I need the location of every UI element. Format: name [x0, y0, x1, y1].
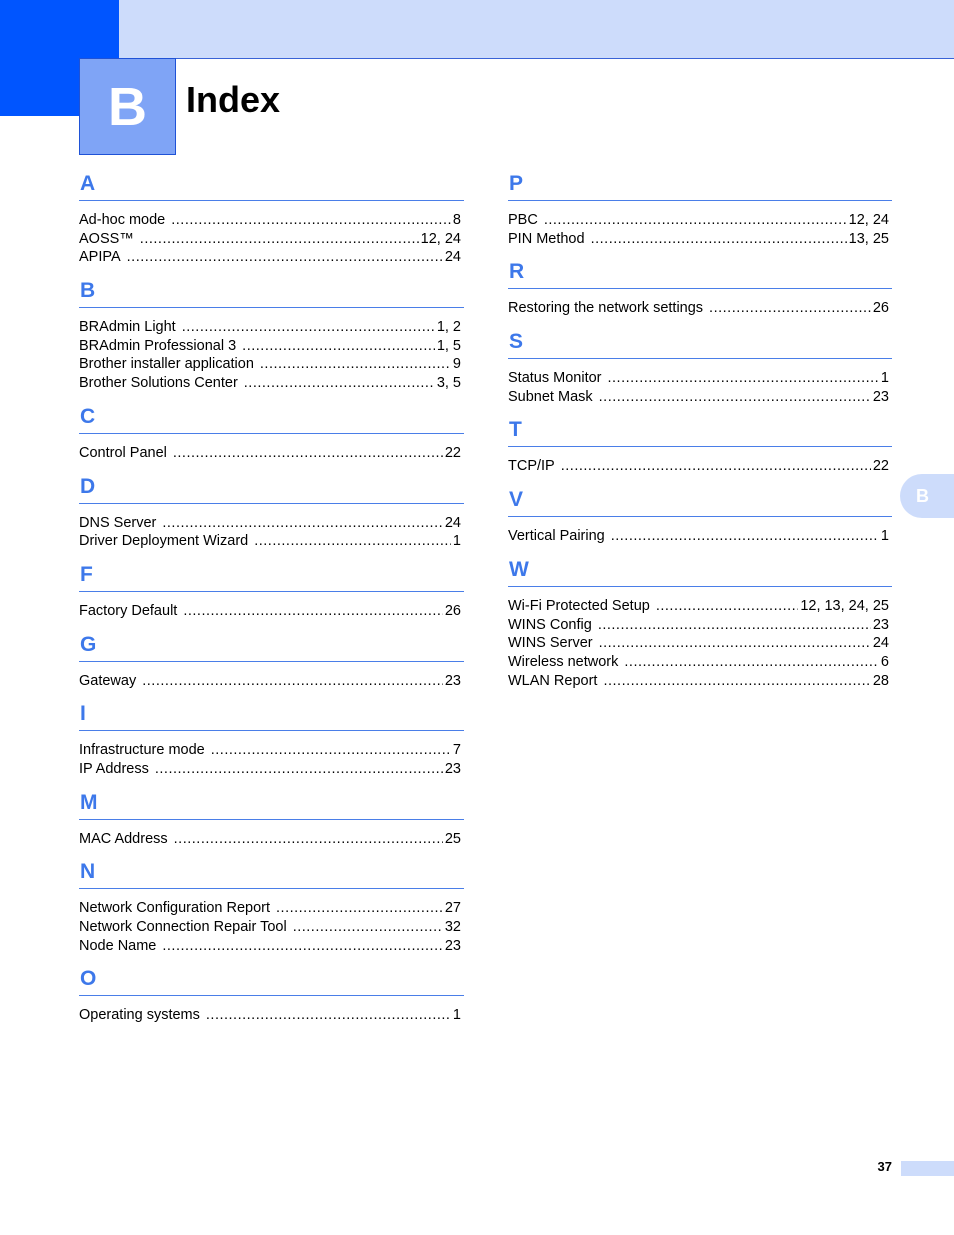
index-section-v [508, 486, 892, 556]
section-heading: A [79, 170, 464, 201]
index-page-refs[interactable]: 26 [444, 602, 461, 619]
index-page-refs[interactable]: 12, 13, 24, 25 [800, 597, 889, 614]
index-term: Network Connection Repair Tool [79, 919, 287, 935]
index-entry[interactable] [508, 597, 892, 616]
index-entry[interactable] [508, 634, 892, 653]
index-section-a [79, 170, 464, 277]
index-page-refs[interactable]: 1 [880, 528, 889, 545]
dot-leader [206, 1006, 451, 1025]
section-heading: I [79, 700, 464, 731]
index-entry[interactable] [508, 230, 892, 249]
dot-leader [182, 318, 435, 337]
index-section-i [79, 700, 464, 788]
section-gap [508, 406, 892, 416]
section-heading: V [508, 486, 892, 517]
dot-leader [293, 918, 443, 937]
dot-leader [598, 616, 871, 635]
index-section-o [79, 965, 464, 1035]
chapter-badge [79, 58, 176, 155]
dot-leader [244, 374, 435, 393]
index-term: MAC Address [79, 830, 168, 847]
index-page-refs[interactable]: 13, 25 [848, 230, 889, 247]
index-page-refs[interactable]: 1, 2 [436, 319, 461, 336]
index-section-p [508, 170, 892, 258]
index-entry[interactable] [79, 741, 464, 760]
dot-leader [174, 830, 443, 849]
section-gap [508, 318, 892, 328]
section-gap [508, 476, 892, 486]
index-entry[interactable] [79, 899, 464, 918]
index-page-refs[interactable]: 23 [872, 388, 889, 405]
dot-leader [260, 355, 451, 374]
index-entry[interactable] [508, 457, 892, 476]
index-section-g [79, 631, 464, 701]
index-page-refs[interactable]: 8 [452, 212, 461, 228]
index-term: Status Monitor [508, 370, 602, 387]
index-entry[interactable] [79, 444, 464, 463]
section-gap [79, 393, 464, 403]
section-gap [79, 1025, 464, 1035]
index-section-f [79, 561, 464, 631]
index-page-refs[interactable]: 24 [444, 249, 461, 266]
index-term: Node Name [79, 937, 157, 954]
index-page-refs[interactable]: 12, 24 [848, 212, 889, 228]
index-left-column [79, 170, 464, 1035]
section-heading: C [79, 403, 464, 434]
page-number: 37 [877, 1159, 892, 1174]
index-section-b [79, 277, 464, 403]
dot-leader [624, 653, 879, 672]
index-page-refs[interactable]: 6 [880, 653, 889, 670]
index-entry[interactable] [79, 760, 464, 779]
index-entry[interactable] [508, 299, 892, 318]
section-heading: B [79, 277, 464, 308]
section-heading: D [79, 473, 464, 504]
index-term: APIPA [79, 249, 121, 266]
index-term: Brother installer application [79, 356, 254, 373]
section-gap [508, 690, 892, 700]
section-heading: W [508, 556, 892, 587]
index-term: Restoring the network settings [508, 300, 704, 317]
section-gap [79, 267, 464, 277]
index-entry[interactable] [79, 672, 464, 691]
index-right-column [508, 170, 892, 700]
dot-leader [162, 937, 442, 956]
index-page-refs[interactable]: 22 [444, 444, 461, 461]
section-gap [79, 955, 464, 965]
index-term: TCP/IP [508, 458, 555, 475]
index-page-refs[interactable]: 23 [872, 616, 889, 633]
dot-leader [162, 514, 443, 533]
dot-leader [183, 602, 443, 621]
index-section-w [508, 556, 892, 700]
index-page-refs[interactable]: 32 [444, 919, 461, 935]
dot-leader [709, 299, 871, 318]
index-term: AOSS™ [79, 230, 134, 247]
index-page-refs[interactable]: 23 [444, 760, 461, 777]
index-page-refs[interactable]: 1 [452, 533, 461, 550]
chapter-side-tab [900, 474, 954, 518]
section-heading: R [508, 258, 892, 289]
section-heading: M [79, 789, 464, 820]
index-page-refs[interactable]: 24 [444, 514, 461, 531]
index-page-refs[interactable]: 9 [452, 356, 461, 373]
index-page-refs[interactable]: 22 [872, 458, 889, 475]
index-entry[interactable] [79, 211, 464, 230]
header-band [0, 0, 954, 59]
dot-leader [140, 230, 419, 249]
index-term: Ad-hoc mode [79, 212, 166, 228]
index-page-refs[interactable]: 23 [444, 937, 461, 954]
index-term: DNS Server [79, 514, 157, 531]
section-heading: T [508, 416, 892, 447]
dot-leader [603, 672, 870, 691]
index-entry[interactable] [79, 355, 464, 374]
dot-leader [608, 369, 879, 388]
section-heading: O [79, 965, 464, 996]
index-term: Factory Default [79, 602, 178, 619]
section-heading: F [79, 561, 464, 592]
dot-leader [599, 634, 871, 653]
page-title: Index [186, 79, 281, 120]
index-term: Vertical Pairing [508, 528, 605, 545]
index-page-refs[interactable]: 1 [452, 1007, 461, 1024]
dot-leader [591, 230, 847, 249]
index-entry[interactable] [79, 248, 464, 267]
index-page-refs[interactable]: 1, 5 [436, 337, 461, 354]
dot-leader [211, 741, 451, 760]
index-section-t [508, 416, 892, 486]
dot-leader [544, 211, 847, 230]
index-section-c [79, 403, 464, 473]
index-page-refs[interactable]: 23 [444, 672, 461, 689]
index-term: WLAN Report [508, 672, 598, 689]
dot-leader [127, 248, 443, 267]
index-entry[interactable] [508, 653, 892, 672]
index-term: BRAdmin Light [79, 319, 176, 336]
index-entry[interactable] [79, 337, 464, 356]
index-term: PIN Method [508, 230, 585, 247]
dot-leader [276, 899, 443, 918]
chapter-letter: B [108, 76, 147, 137]
index-term: BRAdmin Professional 3 [79, 337, 237, 354]
index-entry[interactable] [79, 937, 464, 956]
index-term: IP Address [79, 760, 149, 777]
index-term: Wi-Fi Protected Setup [508, 597, 650, 614]
index-section-s [508, 328, 892, 416]
index-page-refs[interactable]: 3, 5 [436, 375, 461, 392]
index-entry[interactable] [79, 602, 464, 621]
index-term: Network Configuration Report [79, 900, 271, 917]
index-page-refs[interactable]: 1 [880, 370, 889, 387]
dot-leader [155, 760, 443, 779]
index-term: WINS Server [508, 635, 593, 652]
index-entry[interactable] [508, 672, 892, 691]
footer-bar [901, 1161, 954, 1176]
section-gap [79, 551, 464, 561]
section-gap [79, 621, 464, 631]
index-term: Brother Solutions Center [79, 375, 238, 392]
index-entry[interactable] [508, 369, 892, 388]
index-section-r [508, 258, 892, 328]
index-entry[interactable] [79, 830, 464, 849]
index-entry[interactable] [79, 918, 464, 937]
section-gap [508, 546, 892, 556]
index-entry[interactable] [79, 532, 464, 551]
section-gap [79, 690, 464, 700]
dot-leader [242, 337, 435, 356]
index-entry[interactable] [79, 374, 464, 393]
index-term: Gateway [79, 672, 137, 689]
index-term: Subnet Mask [508, 388, 593, 405]
index-term: WINS Config [508, 616, 592, 633]
index-entry[interactable] [508, 527, 892, 546]
dot-leader [254, 532, 451, 551]
section-gap [79, 463, 464, 473]
section-heading: S [508, 328, 892, 359]
section-gap [79, 848, 464, 858]
section-heading: N [79, 858, 464, 889]
index-section-d [79, 473, 464, 561]
index-section-m [79, 789, 464, 859]
section-gap [508, 248, 892, 258]
chapter-side-tab-label: B [916, 485, 929, 506]
section-heading: G [79, 631, 464, 662]
index-section-n [79, 858, 464, 965]
dot-leader [599, 388, 871, 407]
index-page-refs[interactable]: 26 [872, 300, 889, 317]
dot-leader [173, 444, 443, 463]
index-page-refs[interactable]: 12, 24 [420, 230, 461, 247]
index-page-refs[interactable]: 28 [872, 672, 889, 689]
index-page-refs[interactable]: 24 [872, 635, 889, 652]
index-entry[interactable] [508, 616, 892, 635]
index-entry[interactable] [79, 514, 464, 533]
index-term: PBC [508, 212, 538, 228]
section-gap [79, 779, 464, 789]
index-entry[interactable] [79, 1006, 464, 1025]
index-term: Infrastructure mode [79, 742, 205, 759]
index-term: Operating systems [79, 1007, 200, 1024]
index-entry[interactable] [508, 388, 892, 407]
index-page-refs[interactable]: 27 [444, 900, 461, 917]
index-term: Wireless network [508, 653, 619, 670]
index-entry[interactable] [508, 211, 892, 230]
dot-leader [611, 527, 879, 546]
dot-leader [561, 457, 871, 476]
index-page-refs[interactable]: 7 [452, 742, 461, 759]
index-entry[interactable] [79, 318, 464, 337]
dot-leader [142, 672, 443, 691]
index-term: Driver Deployment Wizard [79, 533, 249, 550]
index-term: Control Panel [79, 444, 167, 461]
index-page-refs[interactable]: 25 [444, 830, 461, 847]
section-heading: P [508, 170, 892, 201]
index-entry[interactable] [79, 230, 464, 249]
dot-leader [171, 211, 451, 230]
dot-leader [656, 597, 798, 616]
